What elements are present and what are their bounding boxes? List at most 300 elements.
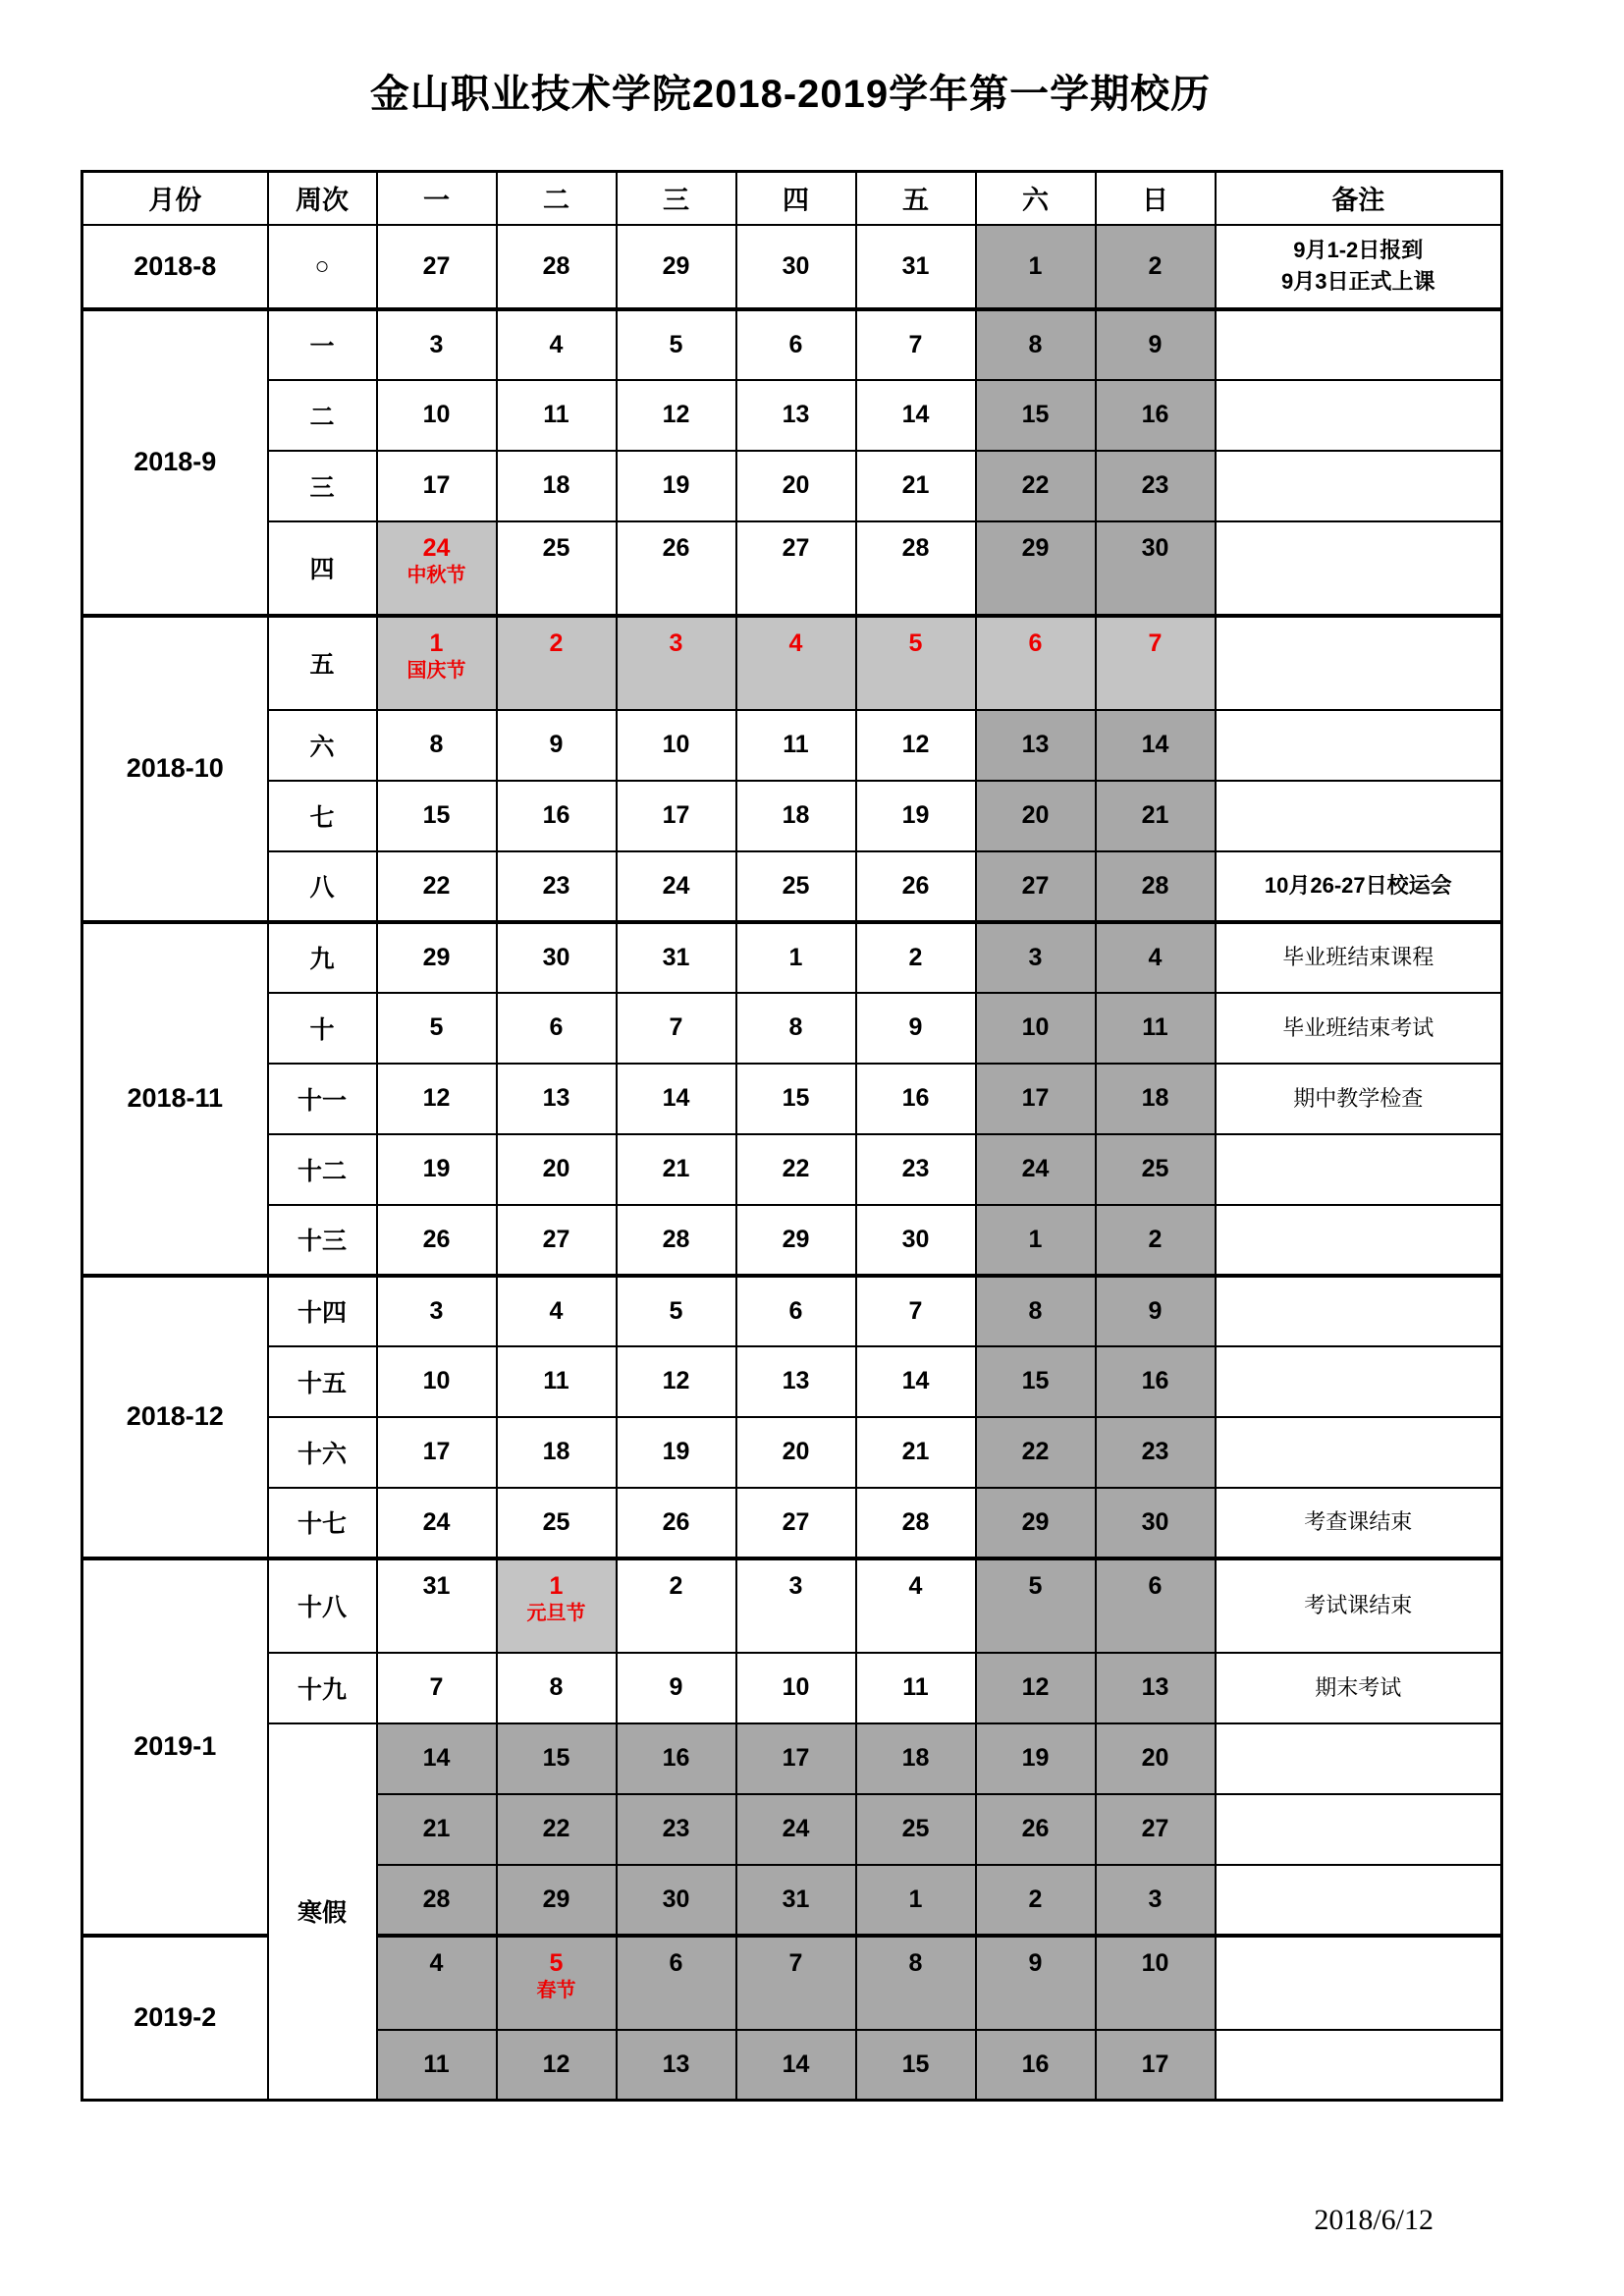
header-row bbox=[82, 172, 1502, 225]
day-number: 20 bbox=[1141, 1744, 1169, 1772]
day-cell bbox=[976, 2030, 1096, 2101]
week-cell: 一 bbox=[268, 309, 377, 380]
week-cell: 四 bbox=[268, 521, 377, 616]
day-cell bbox=[497, 309, 617, 380]
note-cell bbox=[1216, 1653, 1502, 1723]
note-cell bbox=[1216, 1865, 1502, 1936]
day-number: 10 bbox=[422, 401, 451, 428]
day-number: 1 bbox=[788, 943, 803, 971]
note-line: 毕业班结束课程 bbox=[1282, 945, 1435, 970]
day-cell bbox=[497, 1417, 617, 1488]
day-cell bbox=[377, 1064, 497, 1134]
day-cell bbox=[377, 309, 497, 380]
calendar-row bbox=[82, 1723, 1502, 1794]
day-cell bbox=[377, 2030, 497, 2101]
day-cell bbox=[856, 1205, 976, 1276]
day-number: 5 bbox=[908, 629, 923, 657]
day-number: 28 bbox=[422, 1885, 451, 1913]
day-cell bbox=[1096, 922, 1216, 993]
day-number: 11 bbox=[543, 401, 569, 428]
note-cell bbox=[1216, 993, 1502, 1064]
week-cell: 十 bbox=[268, 993, 377, 1064]
day-cell bbox=[856, 616, 976, 710]
calendar-row bbox=[82, 1488, 1502, 1558]
day-cell bbox=[976, 1865, 1096, 1936]
day-number: 15 bbox=[1021, 1367, 1050, 1394]
day-number: 10 bbox=[422, 1367, 451, 1394]
day-number: 7 bbox=[908, 330, 923, 358]
page-title: 金山职业技术学院2018-2019学年第一学期校历 bbox=[369, 73, 1212, 116]
day-number: 20 bbox=[542, 1155, 570, 1182]
day-cell bbox=[856, 309, 976, 380]
note-cell bbox=[1216, 1276, 1502, 1346]
month-cell: 2018-8 bbox=[82, 225, 268, 309]
day-number: 15 bbox=[542, 1744, 570, 1772]
day-cell bbox=[1096, 1723, 1216, 1794]
day-number: 8 bbox=[549, 1673, 564, 1701]
calendar-row bbox=[82, 309, 1502, 380]
day-number: 28 bbox=[1141, 871, 1169, 900]
note-cell bbox=[1216, 1417, 1502, 1488]
day-number: 24 bbox=[782, 1815, 810, 1842]
day-number: 24 bbox=[1021, 1155, 1050, 1182]
day-number: 16 bbox=[1141, 401, 1169, 428]
week-cell: 八 bbox=[268, 851, 377, 922]
day-cell bbox=[736, 710, 856, 781]
day-cell bbox=[497, 1558, 617, 1653]
day-number: 19 bbox=[662, 471, 690, 499]
day-number: 8 bbox=[429, 731, 444, 758]
day-number: 20 bbox=[782, 471, 810, 499]
day-cell bbox=[736, 922, 856, 993]
day-number: 3 bbox=[788, 1571, 803, 1600]
day-cell bbox=[377, 1417, 497, 1488]
day-number: 14 bbox=[782, 2050, 810, 2078]
day-number: 28 bbox=[901, 1507, 930, 1536]
day-cell bbox=[497, 225, 617, 309]
day-cell bbox=[976, 781, 1096, 851]
day-cell bbox=[856, 993, 976, 1064]
month-cell: 2018-10 bbox=[82, 616, 268, 922]
day-cell bbox=[497, 1936, 617, 2030]
day-number: 29 bbox=[422, 943, 451, 971]
day-cell bbox=[377, 1205, 497, 1276]
day-cell bbox=[617, 1558, 736, 1653]
week-cell: 十九 bbox=[268, 1653, 377, 1723]
day-cell bbox=[1096, 225, 1216, 309]
column-header: 月份 bbox=[82, 172, 268, 225]
note-cell bbox=[1216, 781, 1502, 851]
calendar-row bbox=[82, 1558, 1502, 1653]
week-cell: 十三 bbox=[268, 1205, 377, 1276]
day-number: 26 bbox=[901, 871, 930, 900]
week-cell: 七 bbox=[268, 781, 377, 851]
day-number: 17 bbox=[662, 801, 690, 829]
day-cell bbox=[1096, 1276, 1216, 1346]
day-cell bbox=[736, 2030, 856, 2101]
day-cell bbox=[1096, 451, 1216, 521]
day-number: 17 bbox=[1021, 1084, 1050, 1112]
day-cell bbox=[976, 1276, 1096, 1346]
day-number: 18 bbox=[782, 801, 810, 829]
day-cell bbox=[856, 922, 976, 993]
calendar-row bbox=[82, 1346, 1502, 1417]
day-number: 29 bbox=[542, 1885, 570, 1913]
day-number: 15 bbox=[901, 2050, 930, 2078]
day-cell bbox=[856, 1653, 976, 1723]
day-number: 27 bbox=[542, 1225, 570, 1253]
day-number: 20 bbox=[782, 1438, 810, 1465]
note-cell bbox=[1216, 380, 1502, 451]
day-number: 7 bbox=[1148, 629, 1163, 657]
day-cell bbox=[497, 1653, 617, 1723]
day-cell bbox=[976, 993, 1096, 1064]
day-cell bbox=[976, 380, 1096, 451]
week-cell: 六 bbox=[268, 710, 377, 781]
day-number: 25 bbox=[542, 1507, 570, 1536]
day-number: 8 bbox=[1028, 330, 1043, 358]
generated-date: 2018/6/12 bbox=[1314, 2204, 1434, 2236]
calendar-row bbox=[82, 781, 1502, 851]
day-number: 6 bbox=[788, 330, 803, 358]
calendar-row bbox=[82, 1276, 1502, 1346]
day-number: 22 bbox=[1021, 1438, 1050, 1465]
day-cell bbox=[1096, 851, 1216, 922]
day-cell bbox=[736, 1276, 856, 1346]
day-number: 30 bbox=[782, 251, 810, 280]
column-header: 备注 bbox=[1216, 172, 1502, 225]
week-cell: 十六 bbox=[268, 1417, 377, 1488]
day-cell bbox=[1096, 380, 1216, 451]
day-number: 23 bbox=[542, 871, 570, 900]
day-cell bbox=[497, 1064, 617, 1134]
day-cell bbox=[736, 1064, 856, 1134]
day-cell bbox=[736, 1794, 856, 1865]
day-cell bbox=[617, 781, 736, 851]
day-number: 30 bbox=[662, 1885, 690, 1913]
day-number: 7 bbox=[908, 1296, 923, 1325]
day-cell bbox=[1096, 781, 1216, 851]
day-cell bbox=[377, 1865, 497, 1936]
day-number: 23 bbox=[1141, 1438, 1169, 1465]
day-cell bbox=[736, 1417, 856, 1488]
day-cell bbox=[377, 1936, 497, 2030]
day-cell bbox=[1096, 1134, 1216, 1205]
day-number: 26 bbox=[662, 533, 690, 562]
day-number: 25 bbox=[782, 871, 810, 900]
day-number: 31 bbox=[782, 1885, 810, 1913]
day-cell bbox=[617, 1794, 736, 1865]
column-header: 二 bbox=[497, 172, 617, 225]
day-cell bbox=[617, 309, 736, 380]
holiday-label: 国庆节 bbox=[406, 659, 466, 682]
day-number: 13 bbox=[542, 1084, 570, 1112]
day-number: 6 bbox=[1148, 1571, 1163, 1600]
day-number: 2 bbox=[908, 943, 923, 971]
day-number: 12 bbox=[422, 1084, 451, 1112]
day-cell bbox=[377, 1134, 497, 1205]
day-cell bbox=[497, 851, 617, 922]
day-number: 22 bbox=[542, 1815, 570, 1842]
day-cell bbox=[976, 1417, 1096, 1488]
day-cell bbox=[377, 380, 497, 451]
day-number: 17 bbox=[782, 1744, 810, 1772]
note-cell bbox=[1216, 1794, 1502, 1865]
note-cell bbox=[1216, 1723, 1502, 1794]
day-cell bbox=[377, 1488, 497, 1558]
day-number: 19 bbox=[662, 1438, 690, 1465]
day-number: 6 bbox=[1028, 629, 1043, 657]
day-cell bbox=[976, 922, 1096, 993]
day-number: 25 bbox=[542, 533, 570, 562]
calendar-table bbox=[81, 170, 1503, 2102]
day-number: 6 bbox=[549, 1013, 564, 1041]
day-cell bbox=[377, 225, 497, 309]
week-cell: 五 bbox=[268, 616, 377, 710]
day-cell bbox=[617, 1205, 736, 1276]
day-number: 4 bbox=[549, 330, 564, 358]
day-number: 13 bbox=[1021, 731, 1050, 758]
calendar-row bbox=[82, 1205, 1502, 1276]
day-number: 14 bbox=[422, 1744, 451, 1772]
calendar-row bbox=[82, 1417, 1502, 1488]
day-cell bbox=[736, 1723, 856, 1794]
day-cell bbox=[617, 1723, 736, 1794]
day-cell bbox=[1096, 1794, 1216, 1865]
day-number: 26 bbox=[662, 1507, 690, 1536]
day-cell bbox=[377, 922, 497, 993]
day-number: 28 bbox=[901, 533, 930, 562]
day-number: 9 bbox=[549, 731, 564, 758]
calendar-header bbox=[82, 172, 1502, 225]
day-cell bbox=[617, 2030, 736, 2101]
note-cell bbox=[1216, 1936, 1502, 2030]
day-number: 15 bbox=[422, 801, 451, 829]
day-number: 11 bbox=[902, 1673, 929, 1701]
calendar-body bbox=[82, 225, 1502, 2101]
day-cell bbox=[617, 1276, 736, 1346]
day-cell bbox=[497, 451, 617, 521]
day-cell bbox=[856, 1346, 976, 1417]
day-number: 22 bbox=[782, 1155, 810, 1182]
day-number: 9 bbox=[669, 1673, 683, 1701]
day-cell bbox=[617, 451, 736, 521]
day-number: 14 bbox=[662, 1084, 690, 1112]
calendar-row bbox=[82, 922, 1502, 993]
day-cell bbox=[377, 451, 497, 521]
column-header: 五 bbox=[856, 172, 976, 225]
note-line: 9月3日正式上课 bbox=[1281, 269, 1435, 294]
day-number: 14 bbox=[1141, 731, 1169, 758]
day-number: 1 bbox=[429, 629, 444, 657]
day-cell bbox=[377, 1653, 497, 1723]
week-cell: 十一 bbox=[268, 1064, 377, 1134]
day-cell bbox=[617, 1064, 736, 1134]
day-cell bbox=[976, 1064, 1096, 1134]
day-cell bbox=[976, 521, 1096, 616]
note-line: 9月1-2日报到 bbox=[1293, 238, 1424, 263]
day-number: 30 bbox=[1141, 533, 1169, 562]
week-cell: 十七 bbox=[268, 1488, 377, 1558]
day-cell bbox=[856, 1417, 976, 1488]
day-number: 14 bbox=[901, 401, 930, 428]
calendar-row bbox=[82, 851, 1502, 922]
day-cell bbox=[976, 1794, 1096, 1865]
day-cell bbox=[736, 1205, 856, 1276]
vacation-week-cell: 寒假 bbox=[268, 1723, 377, 2101]
week-cell: 三 bbox=[268, 451, 377, 521]
day-number: 17 bbox=[422, 471, 451, 499]
day-number: 11 bbox=[1142, 1013, 1168, 1041]
calendar-row bbox=[82, 225, 1502, 309]
day-cell bbox=[856, 451, 976, 521]
day-number: 24 bbox=[662, 871, 690, 900]
day-number: 27 bbox=[422, 251, 451, 280]
day-number: 27 bbox=[782, 533, 810, 562]
column-header: 三 bbox=[617, 172, 736, 225]
day-cell bbox=[497, 922, 617, 993]
week-cell: 十四 bbox=[268, 1276, 377, 1346]
day-cell bbox=[497, 1276, 617, 1346]
day-cell bbox=[736, 1134, 856, 1205]
day-number: 16 bbox=[542, 801, 570, 829]
day-cell bbox=[736, 616, 856, 710]
month-cell: 2019-1 bbox=[82, 1558, 268, 1936]
day-number: 20 bbox=[1021, 801, 1050, 829]
day-cell bbox=[497, 710, 617, 781]
day-cell bbox=[976, 1936, 1096, 2030]
day-number: 3 bbox=[669, 629, 683, 657]
note-line: 10月26-27日校运会 bbox=[1264, 873, 1452, 899]
day-number: 3 bbox=[429, 1296, 444, 1325]
day-number: 5 bbox=[669, 1296, 683, 1325]
calendar-row bbox=[82, 451, 1502, 521]
day-number: 21 bbox=[901, 471, 930, 499]
day-number: 25 bbox=[901, 1815, 930, 1842]
day-cell bbox=[856, 1794, 976, 1865]
day-number: 7 bbox=[669, 1013, 683, 1041]
day-number: 7 bbox=[788, 1948, 803, 1977]
day-cell bbox=[497, 1205, 617, 1276]
day-number: 19 bbox=[1021, 1744, 1050, 1772]
day-number: 10 bbox=[662, 731, 690, 758]
day-number: 9 bbox=[1148, 330, 1163, 358]
day-number: 13 bbox=[662, 2050, 690, 2078]
day-number: 12 bbox=[1021, 1673, 1050, 1701]
month-cell: 2018-12 bbox=[82, 1276, 268, 1558]
day-number: 31 bbox=[422, 1571, 451, 1600]
holiday-label: 中秋节 bbox=[406, 564, 466, 586]
day-cell bbox=[497, 1134, 617, 1205]
day-cell bbox=[377, 710, 497, 781]
note-line: 期中教学检查 bbox=[1293, 1085, 1424, 1111]
day-number: 1 bbox=[1028, 1225, 1043, 1253]
day-cell bbox=[856, 521, 976, 616]
day-cell bbox=[736, 225, 856, 309]
day-number: 12 bbox=[542, 2050, 570, 2078]
note-cell bbox=[1216, 451, 1502, 521]
note-cell bbox=[1216, 616, 1502, 710]
day-number: 24 bbox=[422, 533, 451, 562]
day-number: 21 bbox=[422, 1815, 451, 1842]
day-cell bbox=[1096, 1064, 1216, 1134]
day-cell bbox=[736, 521, 856, 616]
day-cell bbox=[1096, 1558, 1216, 1653]
note-line: 毕业班结束考试 bbox=[1282, 1014, 1435, 1040]
day-cell bbox=[497, 521, 617, 616]
day-number: 8 bbox=[908, 1948, 923, 1977]
day-number: 14 bbox=[901, 1367, 930, 1394]
calendar-row bbox=[82, 380, 1502, 451]
day-cell bbox=[497, 1346, 617, 1417]
day-number: 21 bbox=[901, 1438, 930, 1465]
day-number: 8 bbox=[1028, 1296, 1043, 1325]
day-cell bbox=[856, 1936, 976, 2030]
day-number: 23 bbox=[662, 1815, 690, 1842]
note-cell bbox=[1216, 1064, 1502, 1134]
day-number: 31 bbox=[901, 251, 930, 280]
day-number: 9 bbox=[1148, 1296, 1163, 1325]
day-number: 17 bbox=[1141, 2050, 1169, 2078]
day-number: 22 bbox=[422, 871, 451, 900]
day-cell bbox=[976, 851, 1096, 922]
day-number: 30 bbox=[901, 1225, 930, 1253]
day-number: 3 bbox=[1148, 1885, 1163, 1913]
note-line: 考试课结束 bbox=[1304, 1593, 1413, 1618]
day-cell bbox=[377, 1346, 497, 1417]
day-number: 2 bbox=[669, 1571, 683, 1600]
day-cell bbox=[1096, 993, 1216, 1064]
calendar-row bbox=[82, 616, 1502, 710]
day-number: 1 bbox=[908, 1885, 923, 1913]
day-number: 15 bbox=[782, 1084, 810, 1112]
day-cell bbox=[976, 1205, 1096, 1276]
day-number: 5 bbox=[669, 330, 683, 358]
day-number: 11 bbox=[783, 731, 809, 758]
day-number: 23 bbox=[1141, 471, 1169, 499]
day-number: 2 bbox=[1148, 251, 1163, 280]
day-number: 12 bbox=[662, 1367, 690, 1394]
day-cell bbox=[736, 993, 856, 1064]
day-number: 27 bbox=[1141, 1815, 1169, 1842]
day-number: 15 bbox=[1021, 401, 1050, 428]
day-cell bbox=[736, 1653, 856, 1723]
day-cell bbox=[736, 1936, 856, 2030]
holiday-label: 元旦节 bbox=[526, 1602, 586, 1624]
day-number: 9 bbox=[1028, 1948, 1043, 1977]
column-header: 一 bbox=[377, 172, 497, 225]
holiday-label: 春节 bbox=[536, 1979, 576, 2001]
day-cell bbox=[377, 1723, 497, 1794]
day-cell bbox=[856, 380, 976, 451]
calendar-row bbox=[82, 1134, 1502, 1205]
day-number: 30 bbox=[1141, 1507, 1169, 1536]
column-header: 周次 bbox=[268, 172, 377, 225]
day-number: 9 bbox=[908, 1013, 923, 1041]
day-cell bbox=[976, 1346, 1096, 1417]
note-cell bbox=[1216, 710, 1502, 781]
day-number: 29 bbox=[1021, 533, 1050, 562]
day-number: 13 bbox=[782, 401, 810, 428]
day-cell bbox=[497, 781, 617, 851]
day-number: 18 bbox=[901, 1744, 930, 1772]
day-number: 7 bbox=[429, 1673, 444, 1701]
day-cell bbox=[377, 851, 497, 922]
note-cell bbox=[1216, 309, 1502, 380]
day-cell bbox=[856, 2030, 976, 2101]
column-header: 六 bbox=[976, 172, 1096, 225]
day-cell bbox=[976, 1723, 1096, 1794]
